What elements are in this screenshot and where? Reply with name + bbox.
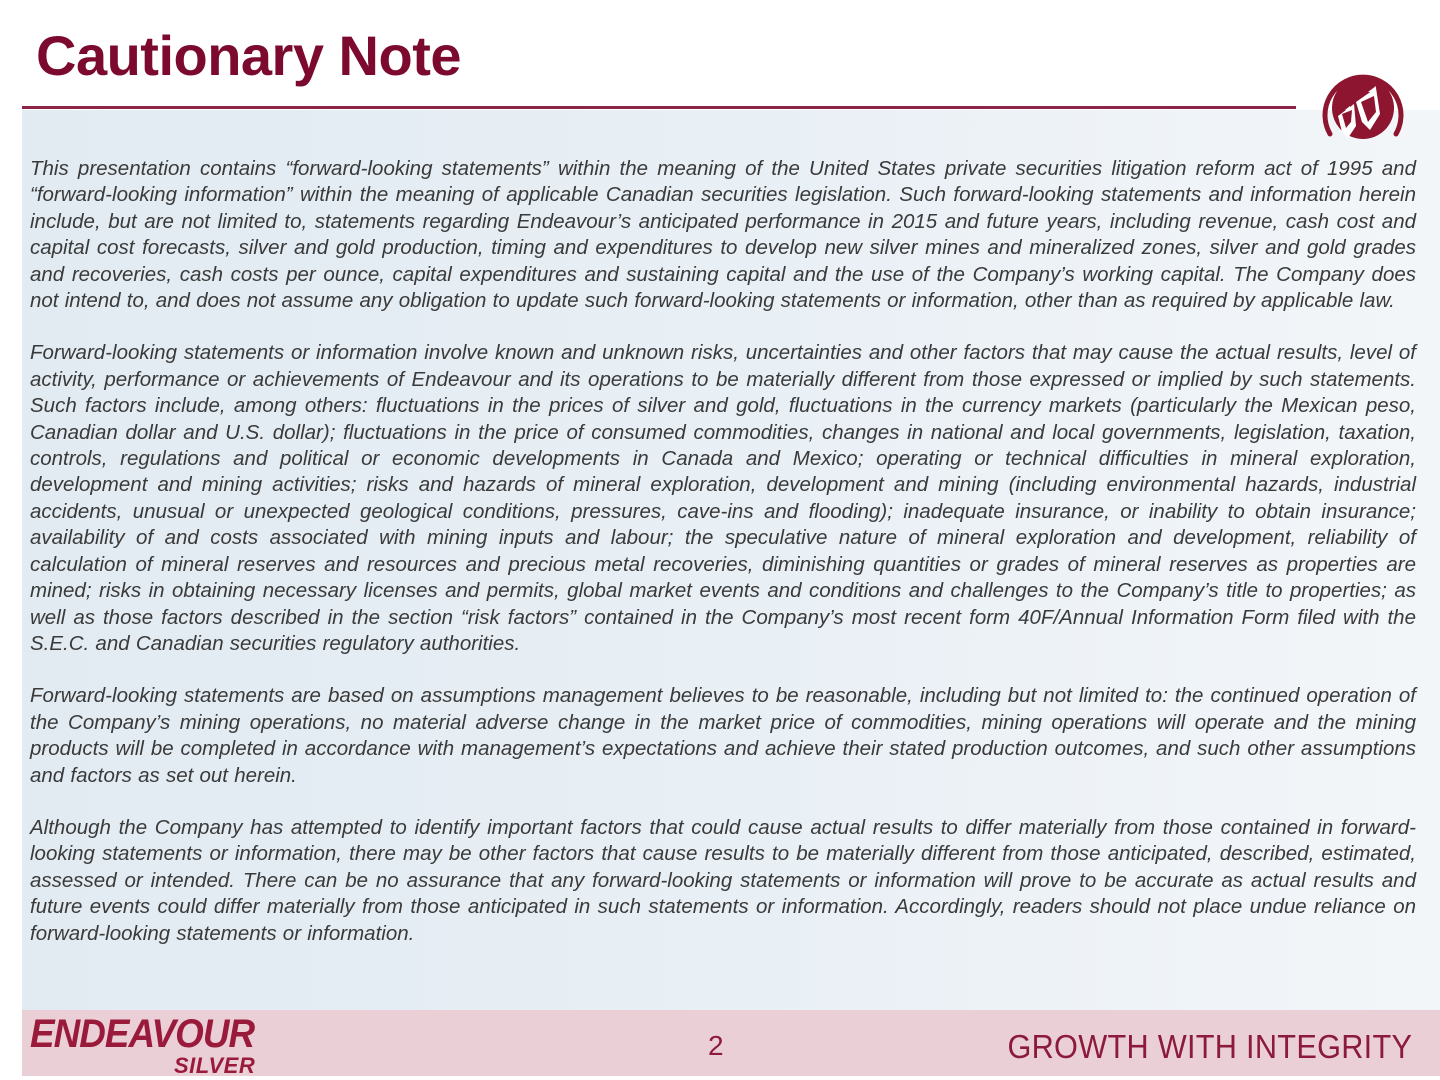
title-divider (22, 106, 1296, 109)
paragraph-assumptions: Forward-looking statements are based on assumptions management believes to be reasonable, including but not limited to: the continued operation of the Company’s mining operations, no material adverse change in the market price of commodities, mining operations will operate and the mining products will be completed in accordance with management’s expectations and achieve their stated production outcomes, and such other assumptions and factors as set out herein. (30, 684, 1416, 787)
brand-name: ENDEAVOUR (30, 1012, 255, 1056)
cautionary-note-body (30, 156, 1416, 973)
brand-subtitle: SILVER (174, 1053, 256, 1078)
endeavour-sails-logo-icon (1316, 66, 1408, 150)
paragraph-forward-looking-statements: This presentation contains “forward-looking statements” within the meaning of the United States private securities litigation reform act of 1995 and “forward-looking information” within the meaning of applicable Canadian securities legislation. Such forward-looking statements and information herein include, but are not limited to, statements regarding Endeavour’s anticipated performance in 2015 and future years, including revenue, cash cost and capital cost forecasts, silver and gold production, timing and expenditures to develop new silver mines and mineralized zones, silver and gold grades and recoveries, cash costs per ounce, capital expenditures and sustaining capital and the use of the Company’s working capital. The Company does not intend to, and does not assume any obligation to update such forward-looking statements or information, other than as required by applicable law. (30, 157, 1416, 313)
page-number: 2 (708, 1030, 724, 1061)
page-title: Cautionary Note (36, 24, 461, 87)
brand-logo (30, 1014, 274, 1078)
footer-tagline: GROWTH WITH INTEGRITY (1007, 1028, 1412, 1065)
paragraph-disclaimer: Although the Company has attempted to identify important factors that could cause actual results to differ materially from those contained in forward-looking statements or information, there may be other factors that cause results to be materially different from those anticipated, described, estimated, assessed or intended. There can be no assurance that any forward-looking statements or information will prove to be accurate as actual results and future events could differ materially from those anticipated in such statements or information. Accordingly, readers should not place undue reliance on forward-looking statements or information. (30, 815, 1416, 945)
paragraph-risks: Forward-looking statements or information involve known and unknown risks, uncertainties and other factors that may cause the actual results, level of activity, performance or achievements of Endeavour and its operations to be materially different from those expressed or implied by such statements. Such factors include, among others: fluctuations in the prices of silver and gold, fluctuations in the currency markets (particularly the Mexican peso, Canadian dollar and U.S. dollar); fluctuations in the price of consumed commodities, changes in national and local governments, legislation, taxation, controls, regulations and political or economic developments in Canada and Mexico; operating or technical difficulties in mineral exploration, development and mining activities; risks and hazards of mineral exploration, development and mining (including environmental hazards, industrial accidents, unusual or unexpected geological conditions, pressures, cave-ins and flooding); inadequate insurance, or inability to obtain insurance; availability of and costs associated with mining inputs and labour; the speculative nature of mineral exploration and development, reliability of calculation of mineral reserves and resources and precious metal recoveries, diminishing quantities or grades of mineral reserves as properties are mined; risks in obtaining necessary licenses and permits, global market events and conditions and challenges to the Company’s title to properties; as well as those factors described in the section “risk factors” contained in the Company’s most recent form 40F/Annual Information Form filed with the S.E.C. and Canadian securities regulatory authorities. (30, 341, 1416, 655)
